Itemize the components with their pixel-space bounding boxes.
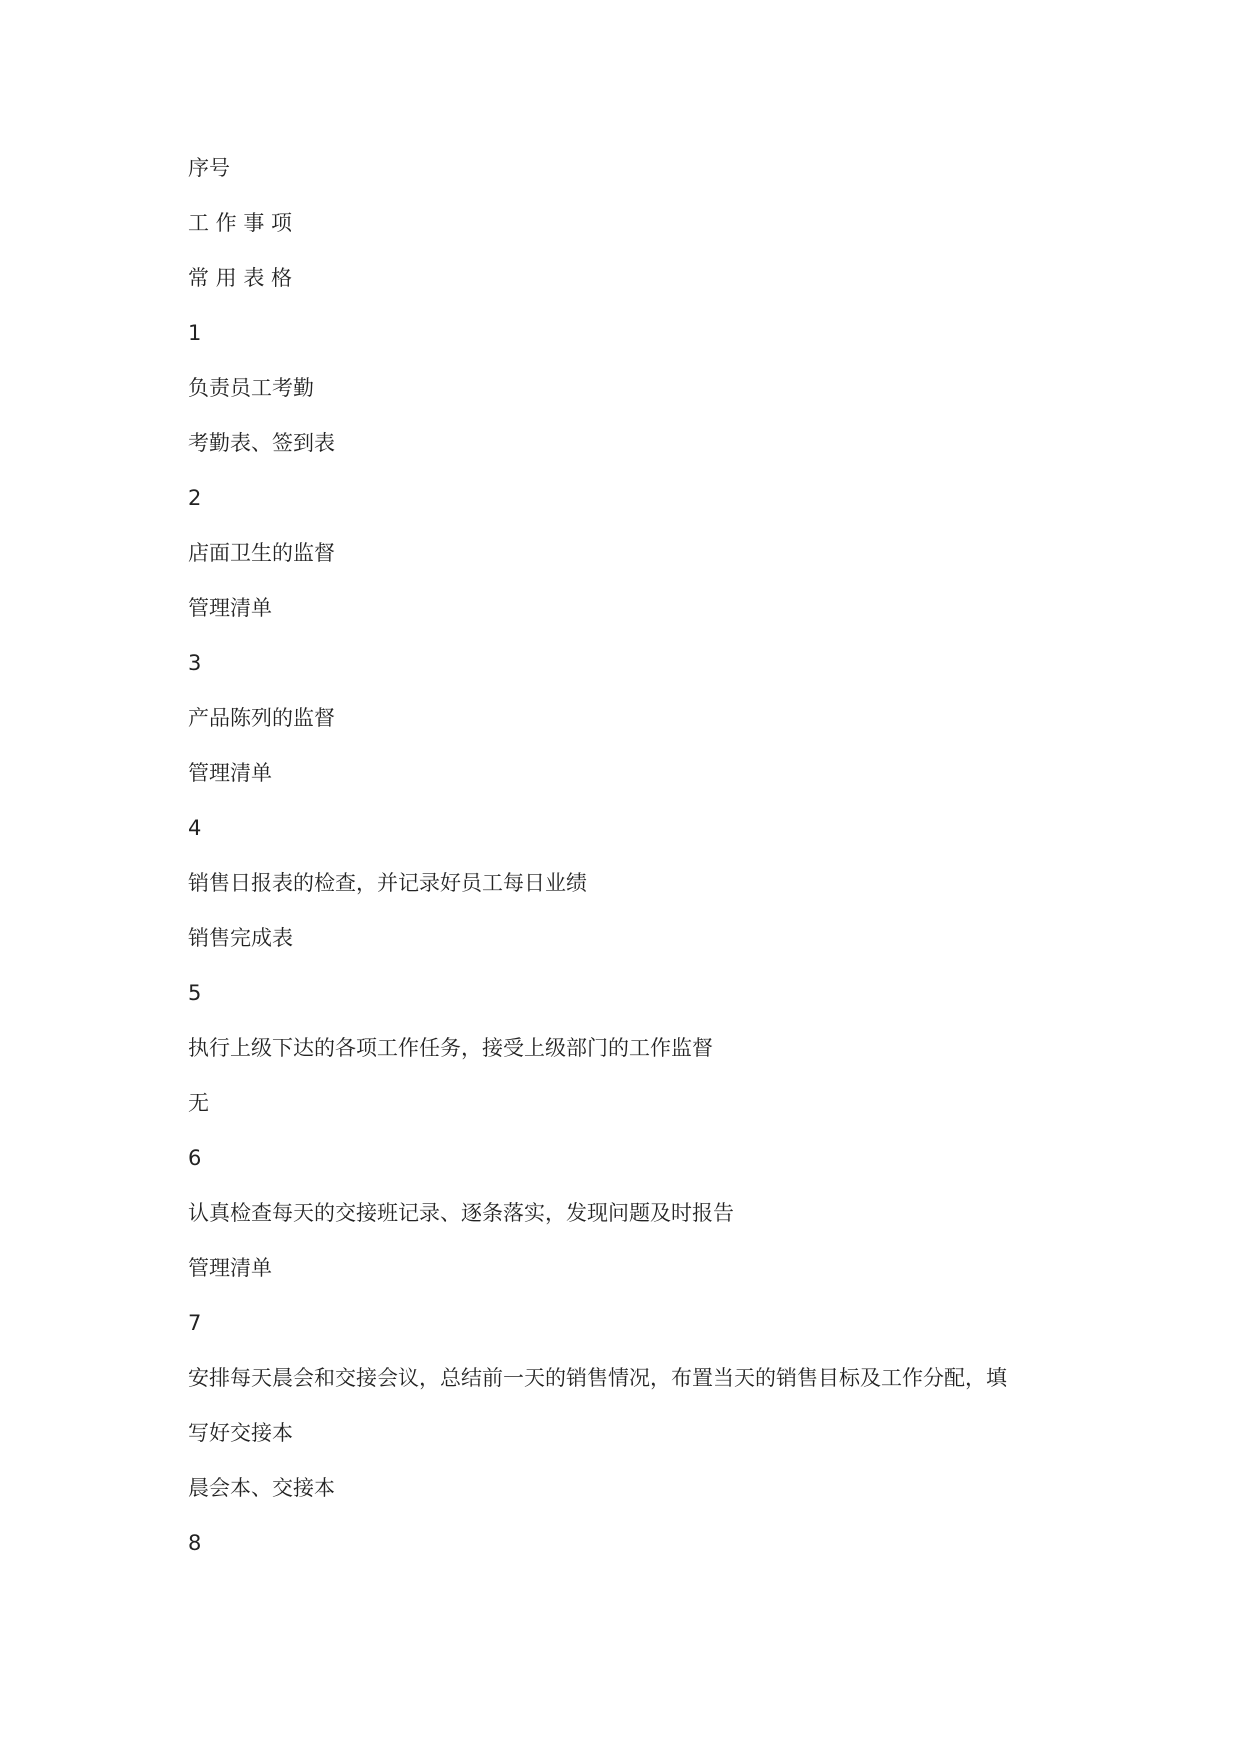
row-item: 店面卫生的监督 <box>188 541 335 565</box>
row-number: 1 <box>188 321 202 345</box>
row-number: 4 <box>188 816 202 840</box>
row-number: 3 <box>188 651 202 675</box>
row-item: 认真检查每天的交接班记录、逐条落实，发现问题及时报告 <box>188 1201 734 1225</box>
row-form: 晨会本、交接本 <box>188 1476 335 1500</box>
row-item: 负责员工考勤 <box>188 376 314 400</box>
row-number: 5 <box>188 981 202 1005</box>
row-form: 销售完成表 <box>188 926 293 950</box>
row-form: 考勤表、签到表 <box>188 431 335 455</box>
row-form: 管理清单 <box>188 596 272 620</box>
row-number: 6 <box>188 1146 202 1170</box>
row-item: 执行上级下达的各项工作任务，接受上级部门的工作监督 <box>188 1036 713 1060</box>
header-form: 常 用 表 格 <box>188 266 293 290</box>
row-item-continued: 写好交接本 <box>188 1421 293 1445</box>
row-form: 管理清单 <box>188 1256 272 1280</box>
row-item: 安排每天晨会和交接会议，总结前一天的销售情况，布置当天的销售目标及工作分配，填 <box>188 1366 1007 1390</box>
document-page <box>188 155 1068 1585</box>
header-seq: 序号 <box>188 156 230 180</box>
row-form: 管理清单 <box>188 761 272 785</box>
row-item: 销售日报表的检查，并记录好员工每日业绩 <box>188 871 587 895</box>
row-number: 2 <box>188 486 202 510</box>
row-form: 无 <box>188 1091 209 1115</box>
header-item: 工 作 事 项 <box>188 211 293 235</box>
row-number: 7 <box>188 1311 202 1335</box>
row-number: 8 <box>188 1531 202 1555</box>
row-item: 产品陈列的监督 <box>188 706 335 730</box>
